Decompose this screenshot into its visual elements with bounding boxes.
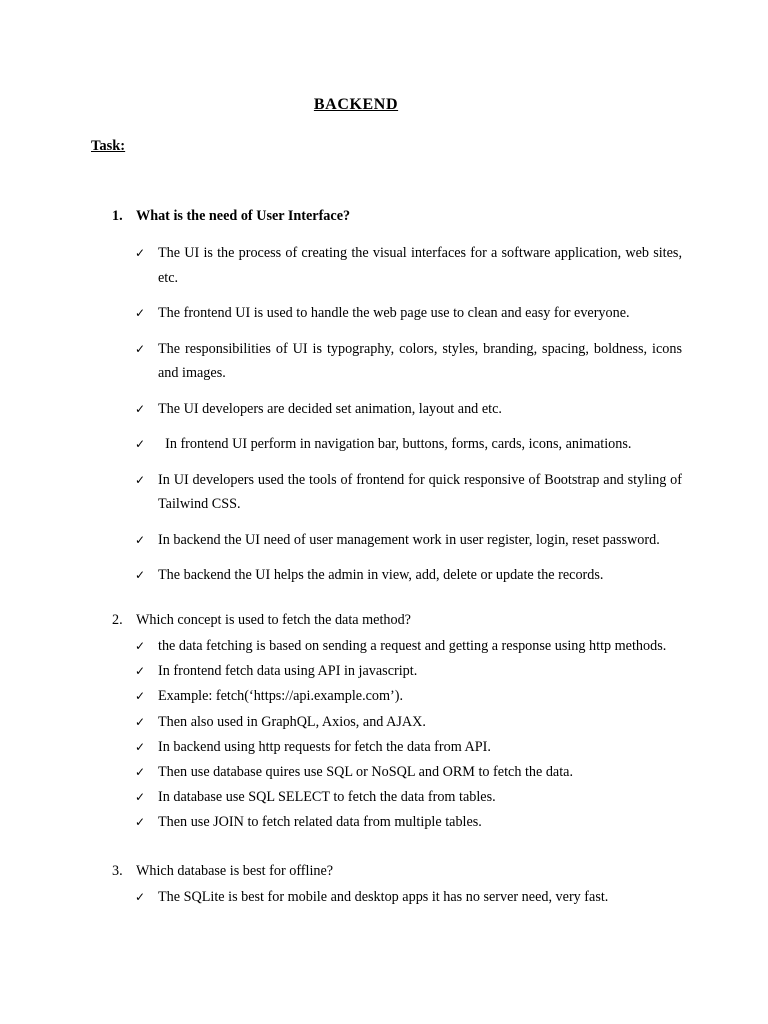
task-label: Task:	[91, 138, 126, 154]
list-item	[112, 760, 682, 785]
checkmark-icon: ✓	[135, 765, 146, 780]
list-item-text: In backend the UI need of user management work in user register, login, reset password.	[158, 531, 660, 548]
question-text: Which database is best for offline?	[136, 863, 334, 879]
checkmark-icon: ✓	[135, 790, 146, 805]
question-1	[112, 205, 682, 599]
question-2	[112, 609, 682, 836]
checkmark-icon: ✓	[135, 401, 146, 416]
list-item-text: Then use database quires use SQL or NoSQL and ORM to fetch the data.	[158, 764, 574, 781]
list-item-text: Then use JOIN to fetch related data from multiple tables.	[158, 814, 482, 831]
checkmark-icon: ✓	[135, 437, 146, 451]
checkmark-icon: ✓	[135, 714, 146, 729]
checkmark-icon: ✓	[135, 532, 146, 547]
checkmark-icon: ✓	[135, 246, 146, 260]
checkmark-icon: ✓	[135, 664, 146, 679]
answer-list	[112, 241, 682, 588]
question-heading	[112, 609, 682, 631]
list-item-text: In database use SQL SELECT to fetch the data from tables.	[158, 789, 496, 806]
checkmark-icon: ✓	[135, 472, 146, 487]
list-item	[112, 397, 682, 422]
question-text: Which concept is used to fetch the data method?	[136, 612, 411, 628]
list-item-text: In frontend UI perform in navigation bar, buttons, forms, cards, icons, animations.	[158, 436, 632, 452]
list-item-text: Then also used in GraphQL, Axios, and AJAX.	[158, 713, 426, 730]
list-item-text: The backend the UI helps the admin in view, add, delete or update the records.	[158, 567, 604, 583]
list-item-text: In backend using http requests for fetch the data from API.	[158, 738, 491, 755]
list-item	[112, 337, 682, 386]
question-number: 2.	[112, 612, 123, 628]
list-item	[112, 241, 682, 290]
page-title: BACKEND	[313, 96, 399, 113]
list-item-text: In frontend fetch data using API in javascript.	[158, 663, 418, 680]
list-item-text: the data fetching is based on sending a request and getting a response using http methods.	[158, 638, 667, 654]
list-item	[112, 785, 682, 810]
checkmark-icon: ✓	[135, 639, 146, 653]
list-item	[112, 468, 682, 517]
question-number: 3.	[112, 863, 123, 879]
list-item	[112, 885, 682, 910]
list-item-text: The frontend UI is used to handle the web page use to clean and easy for everyone.	[158, 305, 630, 321]
list-item	[112, 634, 682, 659]
list-item	[112, 684, 682, 709]
checkmark-icon: ✓	[135, 689, 146, 704]
answer-list	[112, 885, 682, 910]
list-item	[112, 735, 682, 760]
list-item	[112, 810, 682, 835]
list-item-text: The responsibilities of UI is typography, colors, styles, branding, spacing, boldness, icons and images.	[158, 340, 682, 381]
question-3	[112, 860, 682, 910]
list-item-text: The SQLite is best for mobile and desktop apps it has no server need, very fast.	[158, 889, 609, 905]
answer-list	[112, 634, 682, 836]
list-item-text: The UI is the process of creating the visual interfaces for a software application, web sites, etc.	[158, 245, 682, 286]
list-item	[112, 563, 682, 588]
checkmark-icon: ✓	[135, 568, 146, 582]
list-item	[112, 301, 682, 326]
list-item-text: In UI developers used the tools of frontend for quick responsive of Bootstrap and styling of Tailwind CSS.	[158, 471, 682, 512]
list-item	[112, 432, 682, 457]
question-heading	[112, 860, 682, 882]
question-text: What is the need of User Interface?	[136, 208, 351, 224]
list-item-text: Example: fetch(‘https://api.example.com’).	[158, 688, 404, 705]
list-item-text: The UI developers are decided set animation, layout and etc.	[158, 400, 502, 417]
checkmark-icon: ✓	[135, 890, 146, 904]
question-heading	[112, 205, 682, 227]
checkmark-icon: ✓	[135, 341, 146, 356]
checkmark-icon: ✓	[135, 306, 146, 320]
list-item	[112, 528, 682, 553]
checkmark-icon: ✓	[135, 815, 146, 830]
question-number: 1.	[112, 208, 123, 224]
checkmark-icon: ✓	[135, 739, 146, 754]
list-item	[112, 659, 682, 684]
list-item	[112, 710, 682, 735]
